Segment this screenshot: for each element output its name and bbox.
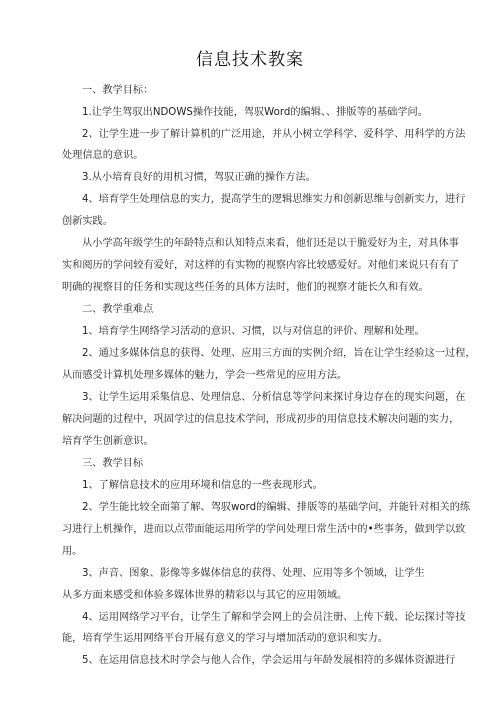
paragraph-line: 1、了解信息技术的应用环境和信息的一些表现形式。 [82,480,323,491]
paragraph-line: 从而感受计算机处理多媒体的魅力，学会一些常见的应用方法。 [62,370,348,381]
section-heading: 三、教学目标 [82,458,144,469]
section-heading: 一、教学目标： [82,85,154,96]
paragraph-line: 1、培育学生网络学习活动的意识、习惯，以与对信息的评价、理解和处理。 [82,326,425,337]
paragraph-line: 4、培育学生处理信息的实力，提高学生的逻辑思维实力和创新思维与创新实力，进行 [82,194,466,205]
paragraph-line: 明确的视察目的任务和实现这些任务的具体方法时，他们的视察才能长久和有效。 [62,282,429,293]
paragraph-line: 创新实践。 [62,216,113,227]
paragraph-line: 3.从小培育良好的用机习惯，驾驭正确的操作方法。 [82,172,316,183]
paragraph-line: 3、让学生运用采集信息、处理信息、分析信息等学问来探讨身边存在的现实问题，在 [82,392,466,403]
page-title: 信息技术教案 [196,50,304,70]
paragraph-line: 3、声音、图象、影像等多媒体信息的获得、处理、应用等多个领域，让学生 [82,568,425,579]
paragraph-line: 2、通过多媒体信息的获得、处理、应用三方面的实例介绍，旨在让学生经验这一过程， [82,348,476,359]
paragraph-line: 2、让学生进一步了解计算机的广泛用途，并从小树立学科学、爱科学、用科学的方法 [82,129,466,140]
paragraph-line: 用。 [62,546,83,557]
paragraph-line: 习进行上机操作，进而以点带面能运用所学的学问处理日常生活中的•些事务，做到学以致 [62,524,466,535]
paragraph-line: 1.让学生驾驭出NDOWS操作技能，驾驭Word的编辑、、排版等的基础学问。 [82,107,428,118]
paragraph-line: 解决问题的过程中，巩固学过的信息技术学问，形成初步的用信息技术解决问题的实力， [62,414,460,425]
paragraph-line: 4、运用网络学习平台，让学生了解和学会网上的会员注册、上传下载、论坛探讨等技 [82,612,466,623]
paragraph-line: 培育学生创新意识。 [62,436,154,447]
paragraph-line: 从多方面来感受和体验多媒体世界的精彩以与其它的应用领域。 [62,590,348,601]
paragraph-line: 5、在运用信息技术时学会与他人合作，学会运用与年龄发展相符的多媒体资源进行 [82,655,456,666]
section-heading: 二、教学重难点 [82,304,154,315]
paragraph-line: 处理信息的意识。 [62,150,144,161]
paragraph-line: 实和阅历的学问较有爱好，对这样的有实物的视察内容比较感爱好。对他们来说只有有了 [62,260,460,271]
paragraph-line: 从小学高年级学生的年龄特点和认知特点来看，他们还是以干脆爱好为主，对具体事 [82,238,459,249]
paragraph-line: 2、学生能比较全面第了解、驾驭word的编辑、排版等的基础学问，并能针对相关的练 [82,502,471,513]
paragraph-line: 能，培育学生运用网络平台开展有意义的学习与增加活动的意识和实力。 [62,633,388,644]
